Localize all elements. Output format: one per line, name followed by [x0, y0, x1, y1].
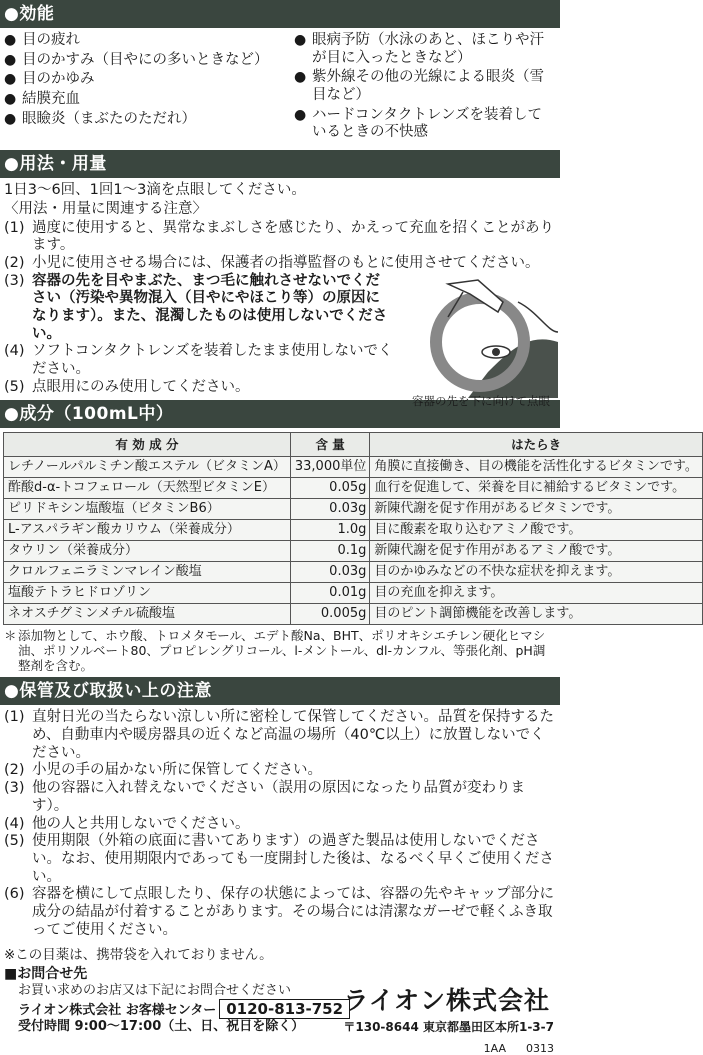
storage-item: (6) 容器を横にして点眼したり、保存の状態によっては、容器の先やキャップ部分に成分の結晶が付着することがあります。その場合には清潔なガーゼで軽くふき取ってご使用ください。	[4, 886, 554, 938]
contact-block	[0, 964, 560, 1055]
effect-item: ● 眼瞼炎（まぶたのただれ）	[4, 110, 196, 127]
bullet-icon: ●	[294, 106, 307, 123]
customer-center-line: ライオン株式会社 お客様センター 0120-813-752	[4, 999, 556, 1019]
storage-item: (4) 他の人と共用しないでください。	[4, 815, 250, 832]
storage-heading: ●保管及び取扱い上の注意	[0, 677, 560, 705]
effect-item: ● ハードコンタクトレンズを装着しているときの不快感	[294, 106, 543, 141]
bullet-icon: ●	[294, 69, 307, 86]
phone-number: 0120-813-752	[219, 999, 350, 1019]
usage-note: (2) 小児に使用させる場合には、保護者の指導監督のもとに使用させてください。	[4, 254, 540, 271]
storage-item: (2) 小児の手の届かない所に保管してください。	[4, 762, 322, 779]
usage-note: (3) 容器の先を目やまぶた、まつ毛に触れさせないでください（汚染や異物混入（目やにやほこり等）の原因になります）。また、混濁したものは使用しないでください。	[4, 272, 388, 342]
effects-left-column	[4, 32, 292, 144]
bullet-icon: ●	[294, 32, 307, 48]
additives-note: ＊ 添加物として、ホウ酸、トロメタモール、エデト酸Na、BHT、ポリオキシエチレン硬化ヒマシ油、ポリソルベート80、プロピレングリコール、l-メントール、dl-カンフル、等張化剤、pH調整剤を含む。	[4, 628, 546, 674]
table-row: ピリドキシン塩酸塩（ビタミンB6） 0.03g 新陳代謝を促す作用があるビタミンです。	[4, 499, 703, 520]
asterisk-mark: ＊	[4, 628, 17, 644]
hours-line: 受付時間 9:00～17:00（土、日、祝日を除く）	[18, 1019, 305, 1035]
effect-item: ● 眼病予防（水泳のあと、ほこりや汗が目に入ったときなど）	[294, 32, 544, 66]
table-row: レチノールパルミチン酸エステル（ビタミンA） 33,000単位 角膜に直接働き、目の機能を活性化するビタミンです。	[4, 457, 703, 478]
effects-right-column	[292, 32, 556, 144]
bullet-icon: ●	[4, 51, 17, 68]
table-row: ネオスチグミンメチル硫酸塩 0.005g 目のピント調節機能を改善します。	[4, 604, 703, 625]
storage-item: (1) 直射日光の当たらない涼しい所に密栓して保管してください。品質を保持するため、自動車内や暖房器具の近くなど高温の場所（40℃以上）に放置しないでください。	[4, 709, 554, 761]
column-header: 含 量	[290, 433, 370, 457]
usage-notes-title: 〈用法・用量に関連する注意〉	[4, 200, 207, 217]
storage-item: (3) 他の容器に入れ替えないでください（誤用の原因になったり品質が変わります）。	[4, 780, 525, 814]
usage-heading: ●用法・用量	[0, 150, 560, 178]
company-address: 〒130-8644 東京都墨田区本所1-3-7	[343, 1019, 554, 1034]
print-codes: 1AA 0313	[483, 1041, 554, 1055]
effect-item: ● 紫外線その他の光線による眼炎（雪目など）	[294, 69, 544, 104]
bullet-icon: ●	[4, 71, 17, 88]
effect-item: ● 目のかすみ（目やにの多いときなど）	[4, 51, 269, 68]
contact-title: ■お問合せ先	[4, 965, 88, 982]
storage-item: (5) 使用期限（外箱の底面に書いてあります）の過ぎた製品は使用しないでください。なお、使用期限内であっても一度開封した後は、なるべく早くご使用ください。	[4, 833, 554, 885]
illustration-caption: 容器の先を下に向けて点眼	[412, 394, 550, 409]
column-header: 有 効 成 分	[4, 433, 291, 457]
column-header: はたらき	[370, 433, 702, 457]
usage-section	[0, 178, 560, 409]
effect-item: ● 目のかゆみ	[4, 71, 95, 88]
table-row: 酢酸d-α-トコフェロール（天然型ビタミンE） 0.05g 血行を促進して、栄養を目に補給するビタミンです。	[4, 478, 703, 499]
usage-note: (5) 点眼用にのみ使用してください。	[4, 378, 250, 395]
table-row: タウリン（栄養成分） 0.1g 新陳代謝を促す作用があるアミノ酸です。	[4, 541, 703, 562]
effect-item: ● 目の疲れ	[4, 32, 80, 48]
contact-line: お買い求めのお店又は下記にお問合せください	[18, 982, 292, 998]
storage-section	[0, 705, 560, 941]
company-logo-text: ライオン株式会社	[343, 985, 550, 1015]
eye-drop-illustration	[408, 272, 558, 398]
table-header-row	[4, 433, 703, 457]
bag-note: ※この目薬は、携帯袋を入れておりません。	[4, 947, 273, 964]
dosage-text: 1日3～6回、1回1～3滴を点眼してください。	[4, 182, 306, 199]
table-row: 塩酸テトラヒドロゾリン 0.01g 目の充血を抑えます。	[4, 583, 703, 604]
effects-list	[0, 28, 560, 150]
ingredients-heading: ●成分（100mL中）	[0, 400, 560, 428]
table-row: L-アスパラギン酸カリウム（栄養成分） 1.0g 目に酸素を取り込むアミノ酸です。	[4, 520, 703, 541]
bullet-icon: ●	[4, 91, 17, 108]
table-row: クロルフェニラミンマレイン酸塩 0.03g 目のかゆみなどの不快な症状を抑えます。	[4, 562, 703, 583]
effect-item: ● 結膜充血	[4, 91, 80, 108]
ingredients-table	[3, 432, 703, 625]
bullet-icon: ●	[4, 110, 17, 127]
effects-heading: ●効能	[0, 0, 560, 28]
bullet-icon: ●	[4, 32, 17, 48]
usage-note: (1) 過度に使用すると、異常なまぶしさを感じたり、かえって充血を招くことがあります。	[4, 219, 554, 254]
usage-note: (4) ソフトコンタクトレンズを装着したまま使用しないでください。	[4, 343, 393, 377]
